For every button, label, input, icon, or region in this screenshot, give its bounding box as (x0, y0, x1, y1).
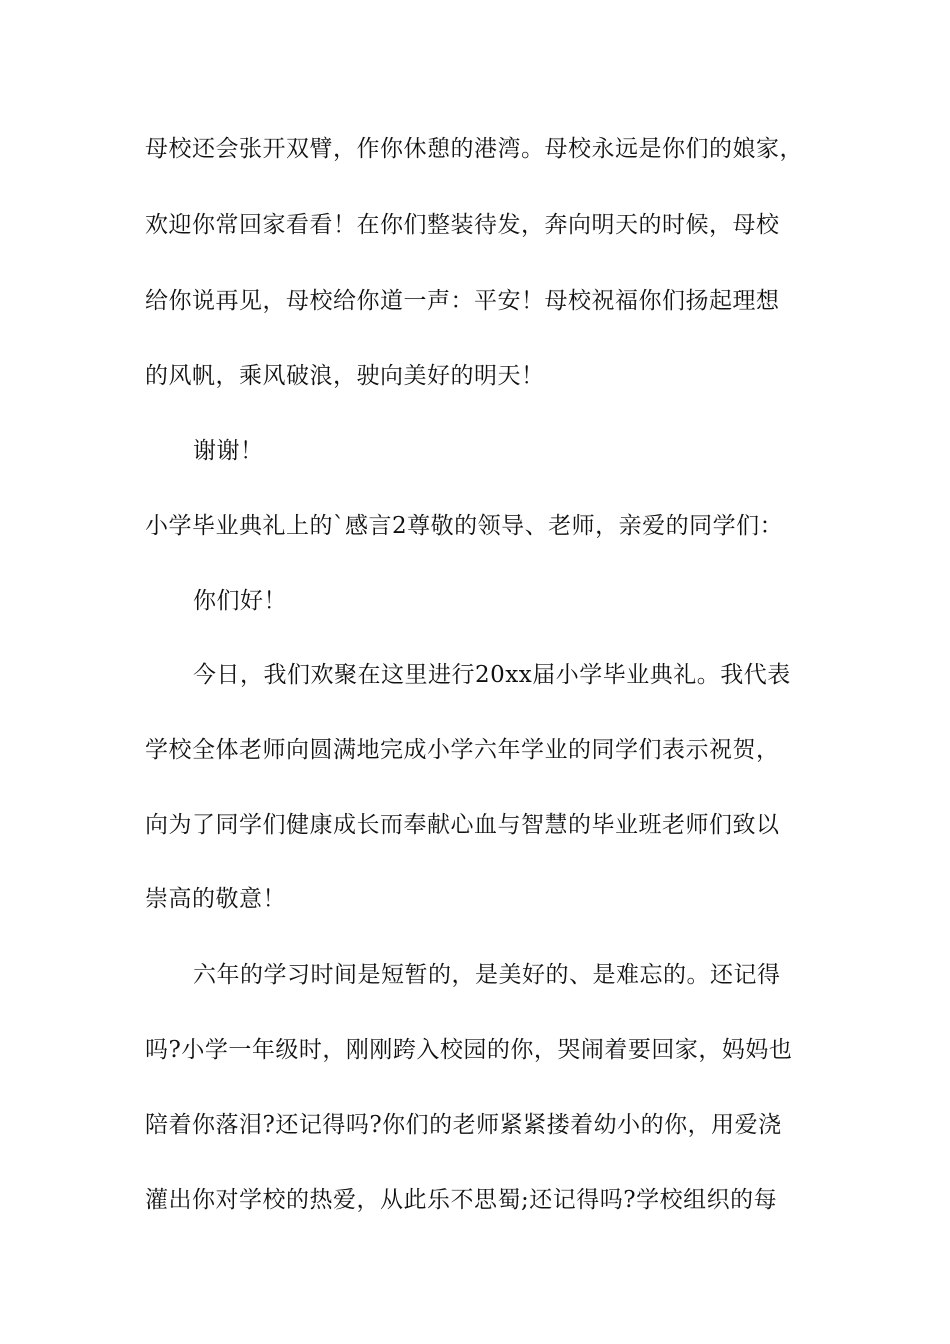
text-line: 谢谢！ (193, 438, 264, 464)
text-line: 向为了同学们健康成长而奉献心血与智慧的毕业班老师们致以 (145, 812, 780, 838)
text-line: 欢迎你常回家看看！在你们整装待发，奔向明天的时候，母校 (145, 212, 780, 238)
text-line: 学校全体老师向圆满地完成小学六年学业的同学们表示祝贺， (145, 737, 780, 763)
text-line: 灌出你对学校的热爱，从此乐不思蜀;还记得吗?学校组织的每 (145, 1187, 778, 1213)
text-line: 六年的学习时间是短暂的，是美好的、是难忘的。还记得 (193, 962, 781, 988)
text-line: 给你说再见，母校给你道一声：平安！母校祝福你们扬起理想 (145, 288, 780, 314)
text-line: 的风帆，乘风破浪，驶向美好的明天！ (145, 363, 545, 389)
text-line: 今日，我们欢聚在这里进行20xx届小学毕业典礼。我代表 (193, 662, 791, 688)
section-heading-line: 小学毕业典礼上的`感言2尊敬的领导、老师，亲爱的同学们： (145, 513, 784, 539)
text-line: 崇高的敬意！ (145, 886, 286, 912)
text-line: 陪着你落泪?还记得吗?你们的老师紧紧搂着幼小的你，用爱浇 (145, 1112, 782, 1138)
text-line: 你们好！ (193, 588, 287, 614)
text-line: 母校还会张开双臂，作你休憩的港湾。母校永远是你们的娘家， (145, 136, 803, 162)
text-line: 吗?小学一年级时，刚刚跨入校园的你，哭闹着要回家，妈妈也 (145, 1037, 793, 1063)
